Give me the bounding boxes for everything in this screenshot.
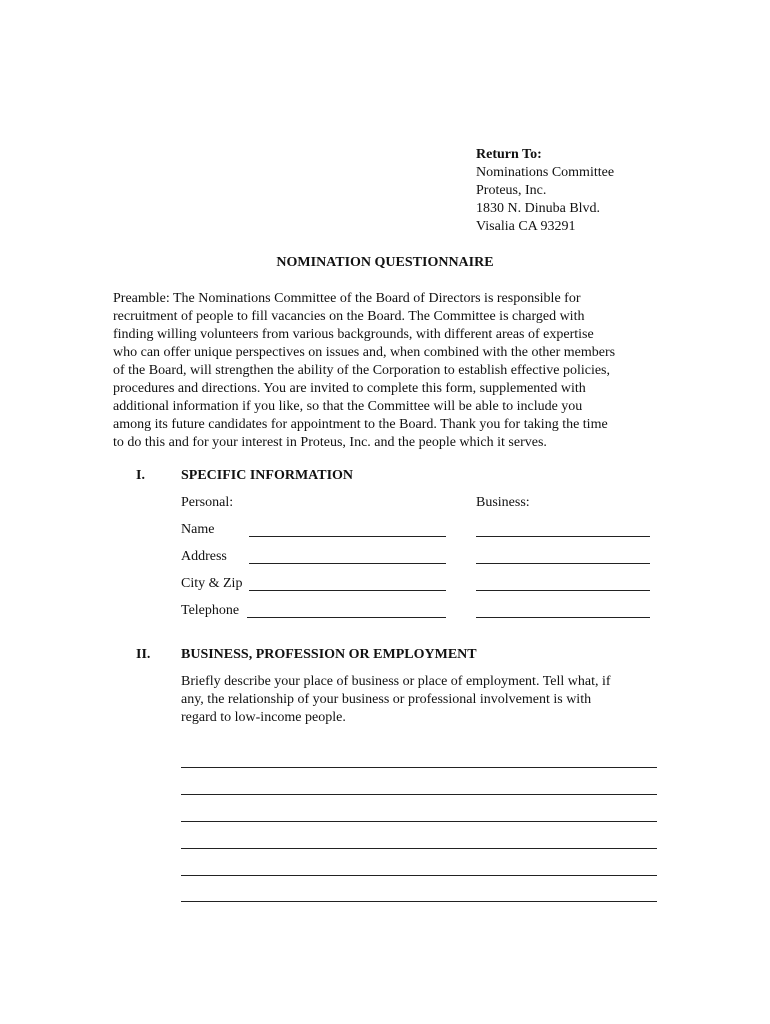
document-title: NOMINATION QUESTIONNAIRE [276, 255, 494, 270]
answer-line[interactable] [181, 821, 657, 822]
preamble-line: additional information if you like, so that the Committee will be able to include you [113, 399, 583, 414]
business-city-zip-input-line[interactable] [476, 590, 650, 591]
business-column-label: Business: [476, 495, 530, 510]
answer-line[interactable] [181, 901, 657, 902]
return-to-line: Visalia CA 93291 [476, 219, 576, 234]
preamble-line: among its future candidates for appointment to the Board. Thank you for taking the time [113, 417, 608, 432]
name-field-label: Name [181, 522, 215, 537]
preamble-line: procedures and directions. You are invited to complete this form, supplemented with [113, 381, 586, 396]
city-zip-field-label: City & Zip [181, 576, 243, 591]
answer-line[interactable] [181, 875, 657, 876]
section-1-title: SPECIFIC INFORMATION [181, 468, 354, 483]
return-to-address [476, 146, 614, 236]
personal-address-input-line[interactable] [249, 563, 446, 564]
personal-column-label: Personal: [181, 495, 234, 510]
instruction-line: any, the relationship of your business or professional involvement is with [181, 692, 592, 707]
answer-line[interactable] [181, 848, 657, 849]
instruction-line: regard to low-income people. [181, 710, 346, 725]
personal-city-zip-input-line[interactable] [249, 590, 446, 591]
answer-line[interactable] [181, 767, 657, 768]
address-field-label: Address [181, 549, 227, 564]
preamble-line: Preamble: The Nominations Committee of the Board of Directors is responsible for [113, 291, 581, 306]
preamble-line: finding willing volunteers from various backgrounds, with different areas of expertise [113, 327, 594, 342]
answer-line[interactable] [181, 794, 657, 795]
business-name-input-line[interactable] [476, 536, 650, 537]
return-to-line: 1830 N. Dinuba Blvd. [476, 201, 601, 216]
business-address-input-line[interactable] [476, 563, 650, 564]
preamble-paragraph [113, 290, 673, 452]
personal-telephone-input-line[interactable] [247, 617, 446, 618]
personal-name-input-line[interactable] [249, 536, 446, 537]
return-to-line: Proteus, Inc. [476, 183, 547, 198]
business-telephone-input-line[interactable] [476, 617, 650, 618]
preamble-line: recruitment of people to fill vacancies on the Board. The Committee is charged with [113, 309, 585, 324]
telephone-field-label: Telephone [181, 603, 240, 618]
preamble-line: to do this and for your interest in Proteus, Inc. and the people which it serves. [113, 435, 547, 450]
section-1-number: I. [136, 468, 145, 483]
preamble-line: who can offer unique perspectives on issues and, when combined with the other members [113, 345, 616, 360]
instruction-line: Briefly describe your place of business or place of employment. Tell what, if [181, 674, 611, 689]
section-2-number: II. [136, 647, 151, 662]
return-to-heading: Return To: [476, 147, 542, 162]
return-to-line: Nominations Committee [476, 165, 615, 180]
preamble-line: of the Board, will strengthen the ability of the Corporation to establish effective policies, [113, 363, 611, 378]
section-2-title: BUSINESS, PROFESSION OR EMPLOYMENT [181, 647, 477, 662]
section-2-instructions [181, 673, 661, 727]
